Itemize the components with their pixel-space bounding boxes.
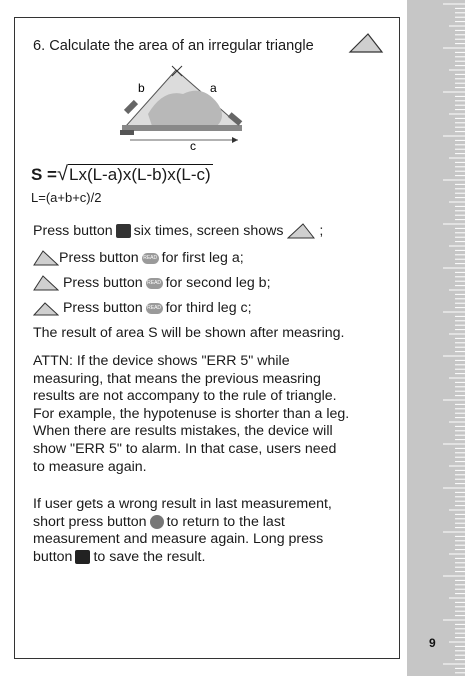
read-button-icon: READ	[142, 253, 159, 264]
half-perimeter-formula: L=(a+b+c)/2	[31, 190, 102, 205]
label-c: c	[190, 139, 196, 150]
step-2: Press button READ for first leg a;	[33, 250, 244, 266]
triangle-leg-a-icon	[33, 250, 59, 266]
label-b: b	[138, 81, 145, 95]
undo-button-icon	[150, 515, 164, 529]
save-button-icon	[75, 550, 90, 564]
section-title: 6. Calculate the area of an irregular triangle	[33, 38, 314, 54]
label-a: a	[210, 81, 217, 95]
triangle-icon	[348, 32, 384, 54]
recovery-note: If user gets a wrong result in last measurement, short press button to return to the last measurement and measure again. Long press button to save the result.	[33, 496, 332, 565]
triangle-diagram	[118, 64, 248, 150]
area-formula: S =√Lx(L-a)x(L-b)x(L-c)	[31, 163, 211, 185]
read-button-icon: READ	[146, 303, 163, 314]
read-button-icon: READ	[146, 278, 163, 289]
attn-note: ATTN: If the device shows "ERR 5" while measuring, that means the previous measring results are not accompany to the rule of triangle. For example, the hypotenuse is shorter than a leg. When there are results mistakes, the device will show "ERR 5" to alarm. In that case, users need to measure again.	[33, 353, 350, 475]
page-number: 9	[429, 636, 436, 650]
step-3: Press button READ for second leg b;	[33, 275, 271, 291]
result-text: The result of area S will be shown after measring.	[33, 325, 345, 341]
ruler-strip	[407, 0, 465, 676]
triangle-icon	[287, 223, 315, 239]
step-4: Press button READ for third leg c;	[33, 300, 252, 316]
triangle-leg-c-icon	[33, 300, 59, 316]
function-button-icon	[116, 224, 131, 238]
triangle-leg-b-icon	[33, 275, 59, 291]
step-1: Press button six times, screen shows ;	[33, 223, 324, 239]
